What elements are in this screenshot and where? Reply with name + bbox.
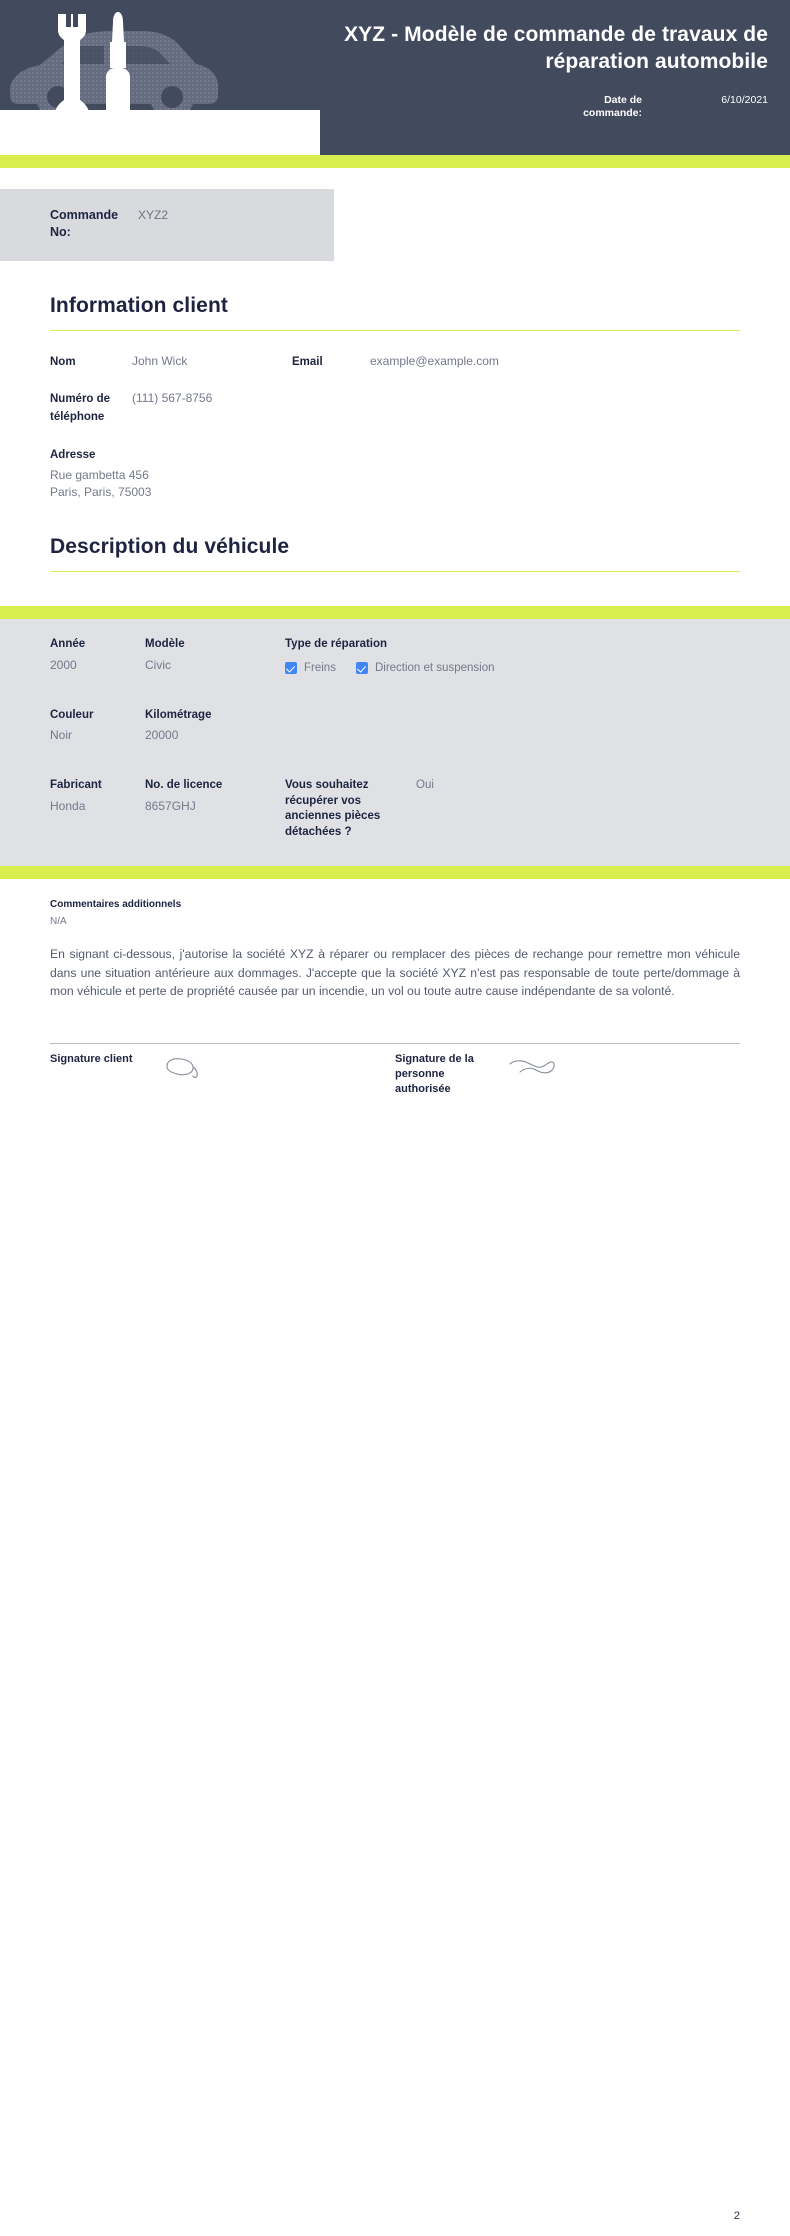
comments-and-legal <box>0 879 790 1044</box>
client-row-1 <box>0 352 790 371</box>
field-label-nom: Nom <box>50 356 76 369</box>
repair-type-checkbox-group <box>285 662 740 674</box>
vehicle-row-2 <box>0 708 790 744</box>
legal-consent-text: En signant ci-dessous, j'autorise la société XYZ à réparer ou remplacer des pièces de rechange pour remettre mon véhicule dans une situation antérieure aux dommages. J'accepte que la société XYZ n'est pas responsable de toute perte/dommage à mon véhicule et perte de propriété causée par un incendie, un vol ou toute autre cause indépendante de sa volonté. <box>50 947 740 999</box>
section-title-vehicle: Description du véhicule <box>50 534 290 558</box>
field-label-telephone: Numéro de téléphone <box>50 392 111 424</box>
header-text-block <box>338 22 768 120</box>
order-number-value: XYZ2 <box>138 208 169 222</box>
accent-bar-vehicle <box>0 606 790 619</box>
field-label-couleur: Couleur <box>50 708 94 721</box>
spacer <box>0 168 790 189</box>
order-date-label: Date de commande: <box>583 93 642 119</box>
client-row-2 <box>0 389 790 426</box>
checkbox-checked-icon[interactable] <box>356 662 368 674</box>
accent-bar-bottom <box>0 866 790 879</box>
vehicle-row-1 <box>0 637 790 674</box>
signature-row <box>0 1044 790 1097</box>
field-value-adresse-line1: Rue gambetta 456 <box>50 468 149 483</box>
field-label-licence: No. de licence <box>145 779 223 792</box>
page-number: 2 <box>733 2210 740 2222</box>
field-value-adresse-line2: Paris, Paris, 75003 <box>50 485 152 500</box>
client-address-block <box>0 448 790 501</box>
old-parts-question-row <box>285 778 740 840</box>
field-label-modele: Modèle <box>145 638 185 651</box>
field-value-annee: 2000 <box>50 657 77 672</box>
signature-block-authorized <box>395 1052 565 1097</box>
vehicle-row-3 <box>0 778 790 840</box>
field-label-kilometrage: Kilométrage <box>145 708 212 721</box>
field-label-type-reparation: Type de réparation <box>285 638 388 651</box>
accent-bar-top <box>0 155 790 168</box>
field-value-nom: John Wick <box>132 354 188 369</box>
document-header <box>0 0 790 155</box>
checkbox-label-direction-suspension: Direction et suspension <box>374 661 495 674</box>
field-value-email: example@example.com <box>370 354 499 369</box>
field-value-licence: 8657GHJ <box>145 798 196 813</box>
question-label-anciennes-pieces: Vous souhaitez récupérer vos anciennes pièces détachées ? <box>285 779 381 838</box>
signature-label-authorized: Signature de la personne authorisée <box>395 1052 474 1095</box>
signature-label-client: Signature client <box>50 1052 133 1065</box>
checkbox-item-direction-suspension[interactable] <box>356 662 495 674</box>
handwritten-signature-scribble-authorized <box>505 1054 565 1085</box>
field-value-fabricant: Honda <box>50 798 86 813</box>
comments-value: N/A <box>50 916 67 928</box>
header-white-notch <box>0 110 320 155</box>
field-label-annee: Année <box>50 638 86 651</box>
field-value-telephone: (111) 567-8756 <box>132 390 213 405</box>
field-value-modele: Civic <box>145 657 171 672</box>
handwritten-signature-scribble-client <box>160 1054 220 1085</box>
order-number-block <box>0 189 334 261</box>
field-value-couleur: Noir <box>50 728 73 743</box>
order-number-label: Commande No: <box>50 208 119 239</box>
order-date-row <box>338 94 768 120</box>
field-label-adresse: Adresse <box>50 448 96 461</box>
order-number-row <box>50 207 334 241</box>
field-value-kilometrage: 20000 <box>145 728 179 743</box>
checkbox-item-freins[interactable] <box>285 662 336 674</box>
field-label-email: Email <box>292 356 323 369</box>
field-label-fabricant: Fabricant <box>50 779 102 792</box>
question-answer-anciennes-pieces: Oui <box>416 779 434 792</box>
comments-label: Commentaires additionnels <box>50 899 182 911</box>
checkbox-label-freins: Freins <box>304 661 336 674</box>
section-title-client: Information client <box>50 293 228 317</box>
vehicle-details-panel <box>0 619 790 866</box>
page-title: XYZ - Modèle de commande de travaux de réparation automobile <box>344 23 768 73</box>
signature-block-client <box>50 1052 395 1097</box>
order-date-value: 6/10/2021 <box>721 93 768 106</box>
checkbox-checked-icon[interactable] <box>285 662 297 674</box>
